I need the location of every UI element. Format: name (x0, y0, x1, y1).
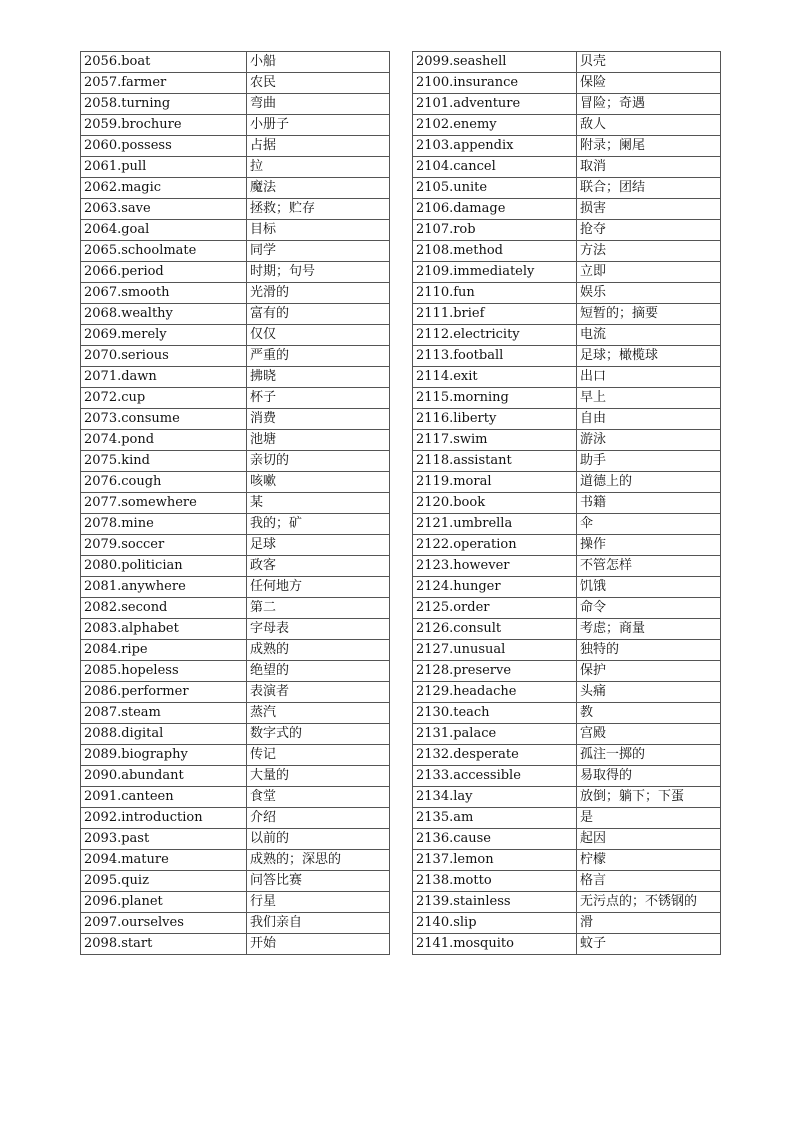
word-cell: 2069.merely (81, 325, 247, 346)
vocab-row (81, 745, 390, 766)
vocab-row (413, 220, 721, 241)
meaning-cell: 目标 (247, 220, 390, 241)
word-cell: 2073.consume (81, 409, 247, 430)
meaning-cell: 书籍 (577, 493, 721, 514)
vocab-row (81, 829, 390, 850)
meaning-cell: 操作 (577, 535, 721, 556)
vocab-row (81, 388, 390, 409)
vocab-row (81, 493, 390, 514)
word-cell: 2132.desperate (413, 745, 577, 766)
word-cell: 2082.second (81, 598, 247, 619)
word-cell: 2139.stainless (413, 892, 577, 913)
meaning-cell: 字母表 (247, 619, 390, 640)
word-cell: 2137.lemon (413, 850, 577, 871)
word-cell: 2129.headache (413, 682, 577, 703)
vocab-row (81, 241, 390, 262)
vocab-row (81, 766, 390, 787)
word-cell: 2127.unusual (413, 640, 577, 661)
word-cell: 2120.book (413, 493, 577, 514)
word-cell: 2113.football (413, 346, 577, 367)
word-cell: 2140.slip (413, 913, 577, 934)
meaning-cell: 伞 (577, 514, 721, 535)
word-cell: 2090.abundant (81, 766, 247, 787)
word-cell: 2130.teach (413, 703, 577, 724)
meaning-cell: 拂晓 (247, 367, 390, 388)
vocab-row (413, 850, 721, 871)
vocab-row (81, 304, 390, 325)
meaning-cell: 早上 (577, 388, 721, 409)
vocab-row (81, 325, 390, 346)
word-cell: 2096.planet (81, 892, 247, 913)
vocab-row (413, 157, 721, 178)
vocab-row (81, 892, 390, 913)
meaning-cell: 短暂的；摘要 (577, 304, 721, 325)
word-cell: 2124.hunger (413, 577, 577, 598)
meaning-cell: 严重的 (247, 346, 390, 367)
meaning-cell: 拉 (247, 157, 390, 178)
vocab-row (81, 871, 390, 892)
meaning-cell: 贝壳 (577, 52, 721, 73)
word-cell: 2056.boat (81, 52, 247, 73)
meaning-cell: 孤注一掷的 (577, 745, 721, 766)
meaning-cell: 魔法 (247, 178, 390, 199)
meaning-cell: 足球 (247, 535, 390, 556)
meaning-cell: 损害 (577, 199, 721, 220)
meaning-cell: 池塘 (247, 430, 390, 451)
word-cell: 2131.palace (413, 724, 577, 745)
vocab-row (413, 535, 721, 556)
meaning-cell: 消费 (247, 409, 390, 430)
vocab-row (413, 241, 721, 262)
meaning-cell: 附录；阑尾 (577, 136, 721, 157)
word-cell: 2105.unite (413, 178, 577, 199)
word-cell: 2103.appendix (413, 136, 577, 157)
word-cell: 2092.introduction (81, 808, 247, 829)
meaning-cell: 联合；团结 (577, 178, 721, 199)
word-cell: 2119.moral (413, 472, 577, 493)
word-cell: 2134.lay (413, 787, 577, 808)
vocab-row (413, 640, 721, 661)
vocab-row (413, 325, 721, 346)
meaning-cell: 敌人 (577, 115, 721, 136)
word-cell: 2107.rob (413, 220, 577, 241)
word-cell: 2091.canteen (81, 787, 247, 808)
vocab-row (413, 199, 721, 220)
word-cell: 2093.past (81, 829, 247, 850)
meaning-cell: 第二 (247, 598, 390, 619)
word-cell: 2078.mine (81, 514, 247, 535)
meaning-cell: 游泳 (577, 430, 721, 451)
meaning-cell: 问答比赛 (247, 871, 390, 892)
meaning-cell: 农民 (247, 73, 390, 94)
vocab-row (81, 115, 390, 136)
word-cell: 2112.electricity (413, 325, 577, 346)
vocab-row (81, 661, 390, 682)
vocab-row (413, 829, 721, 850)
meaning-cell: 成熟的 (247, 640, 390, 661)
word-cell: 2076.cough (81, 472, 247, 493)
vocab-row (413, 388, 721, 409)
vocab-row (413, 556, 721, 577)
vocab-table-body (413, 52, 721, 955)
meaning-cell: 行星 (247, 892, 390, 913)
word-cell: 2100.insurance (413, 73, 577, 94)
word-cell: 2061.pull (81, 157, 247, 178)
word-cell: 2060.possess (81, 136, 247, 157)
vocab-row (81, 913, 390, 934)
meaning-cell: 某 (247, 493, 390, 514)
meaning-cell: 不管怎样 (577, 556, 721, 577)
word-cell: 2077.somewhere (81, 493, 247, 514)
meaning-cell: 抢夺 (577, 220, 721, 241)
meaning-cell: 介绍 (247, 808, 390, 829)
word-cell: 2110.fun (413, 283, 577, 304)
word-cell: 2138.motto (413, 871, 577, 892)
word-cell: 2079.soccer (81, 535, 247, 556)
vocab-row (81, 808, 390, 829)
vocab-row (81, 787, 390, 808)
word-cell: 2128.preserve (413, 661, 577, 682)
vocab-row (81, 598, 390, 619)
meaning-cell: 出口 (577, 367, 721, 388)
meaning-cell: 仅仅 (247, 325, 390, 346)
meaning-cell: 数字式的 (247, 724, 390, 745)
vocab-row (413, 724, 721, 745)
meaning-cell: 柠檬 (577, 850, 721, 871)
word-cell: 2087.steam (81, 703, 247, 724)
word-cell: 2062.magic (81, 178, 247, 199)
vocab-row (81, 619, 390, 640)
vocab-row (413, 682, 721, 703)
vocab-row (413, 661, 721, 682)
word-cell: 2099.seashell (413, 52, 577, 73)
vocab-row (81, 73, 390, 94)
meaning-cell: 饥饿 (577, 577, 721, 598)
word-cell: 2075.kind (81, 451, 247, 472)
vocab-row (413, 598, 721, 619)
word-cell: 2106.damage (413, 199, 577, 220)
word-cell: 2133.accessible (413, 766, 577, 787)
word-cell: 2089.biography (81, 745, 247, 766)
vocab-row (413, 787, 721, 808)
vocab-row (81, 472, 390, 493)
vocab-table-right (412, 51, 721, 955)
vocab-row (413, 703, 721, 724)
meaning-cell: 冒险；奇遇 (577, 94, 721, 115)
word-cell: 2101.adventure (413, 94, 577, 115)
vocab-row (413, 346, 721, 367)
meaning-cell: 足球；橄榄球 (577, 346, 721, 367)
meaning-cell: 成熟的；深思的 (247, 850, 390, 871)
vocab-table-left (80, 51, 390, 955)
meaning-cell: 政客 (247, 556, 390, 577)
meaning-cell: 绝望的 (247, 661, 390, 682)
word-cell: 2108.method (413, 241, 577, 262)
word-cell: 2070.serious (81, 346, 247, 367)
meaning-cell: 头痛 (577, 682, 721, 703)
vocab-row (81, 430, 390, 451)
meaning-cell: 保险 (577, 73, 721, 94)
meaning-cell: 光滑的 (247, 283, 390, 304)
word-cell: 2085.hopeless (81, 661, 247, 682)
word-cell: 2111.brief (413, 304, 577, 325)
vocab-row (81, 934, 390, 955)
meaning-cell: 易取得的 (577, 766, 721, 787)
word-cell: 2117.swim (413, 430, 577, 451)
meaning-cell: 亲切的 (247, 451, 390, 472)
vocab-row (413, 493, 721, 514)
word-cell: 2059.brochure (81, 115, 247, 136)
vocab-row (413, 745, 721, 766)
vocab-row (81, 283, 390, 304)
meaning-cell: 我的；矿 (247, 514, 390, 535)
vocab-row (413, 934, 721, 955)
word-cell: 2095.quiz (81, 871, 247, 892)
word-cell: 2118.assistant (413, 451, 577, 472)
meaning-cell: 开始 (247, 934, 390, 955)
vocab-row (81, 577, 390, 598)
meaning-cell: 放倒；躺下；下蛋 (577, 787, 721, 808)
vocab-row (81, 409, 390, 430)
meaning-cell: 独特的 (577, 640, 721, 661)
word-cell: 2135.am (413, 808, 577, 829)
meaning-cell: 以前的 (247, 829, 390, 850)
word-cell: 2097.ourselves (81, 913, 247, 934)
vocab-row (81, 724, 390, 745)
meaning-cell: 食堂 (247, 787, 390, 808)
word-cell: 2136.cause (413, 829, 577, 850)
vocab-row (81, 682, 390, 703)
meaning-cell: 是 (577, 808, 721, 829)
vocab-row (413, 472, 721, 493)
vocab-row (413, 304, 721, 325)
word-cell: 2072.cup (81, 388, 247, 409)
vocab-row (413, 430, 721, 451)
meaning-cell: 大量的 (247, 766, 390, 787)
meaning-cell: 任何地方 (247, 577, 390, 598)
meaning-cell: 杯子 (247, 388, 390, 409)
meaning-cell: 拯救；贮存 (247, 199, 390, 220)
word-cell: 2122.operation (413, 535, 577, 556)
vocab-row (413, 262, 721, 283)
vocab-row (81, 703, 390, 724)
meaning-cell: 时期；句号 (247, 262, 390, 283)
meaning-cell: 电流 (577, 325, 721, 346)
vocab-row (413, 766, 721, 787)
vocab-row (413, 94, 721, 115)
vocab-row (413, 178, 721, 199)
vocab-row (81, 367, 390, 388)
vocab-row (81, 535, 390, 556)
word-cell: 2086.performer (81, 682, 247, 703)
vocab-row (413, 283, 721, 304)
meaning-cell: 表演者 (247, 682, 390, 703)
word-cell: 2081.anywhere (81, 577, 247, 598)
vocab-row (413, 409, 721, 430)
meaning-cell: 娱乐 (577, 283, 721, 304)
meaning-cell: 占据 (247, 136, 390, 157)
vocab-row (413, 367, 721, 388)
word-cell: 2088.digital (81, 724, 247, 745)
vocab-row (413, 514, 721, 535)
vocab-row (413, 871, 721, 892)
word-cell: 2126.consult (413, 619, 577, 640)
meaning-cell: 无污点的；不锈钢的 (577, 892, 721, 913)
meaning-cell: 教 (577, 703, 721, 724)
meaning-cell: 咳嗽 (247, 472, 390, 493)
vocab-row (81, 178, 390, 199)
vocab-row (81, 220, 390, 241)
meaning-cell: 蒸汽 (247, 703, 390, 724)
vocab-row (413, 892, 721, 913)
vocab-row (81, 157, 390, 178)
vocab-row (413, 73, 721, 94)
meaning-cell: 立即 (577, 262, 721, 283)
meaning-cell: 蚊子 (577, 934, 721, 955)
vocab-row (413, 451, 721, 472)
word-cell: 2094.mature (81, 850, 247, 871)
vocab-row (413, 619, 721, 640)
word-cell: 2058.turning (81, 94, 247, 115)
vocab-row (81, 514, 390, 535)
word-cell: 2071.dawn (81, 367, 247, 388)
meaning-cell: 传记 (247, 745, 390, 766)
word-cell: 2065.schoolmate (81, 241, 247, 262)
vocab-row (81, 199, 390, 220)
vocab-row (413, 577, 721, 598)
word-cell: 2057.farmer (81, 73, 247, 94)
vocab-row (413, 808, 721, 829)
vocab-row (81, 136, 390, 157)
meaning-cell: 格言 (577, 871, 721, 892)
vocab-row (81, 556, 390, 577)
meaning-cell: 命令 (577, 598, 721, 619)
word-cell: 2109.immediately (413, 262, 577, 283)
word-cell: 2125.order (413, 598, 577, 619)
word-cell: 2114.exit (413, 367, 577, 388)
meaning-cell: 小船 (247, 52, 390, 73)
meaning-cell: 取消 (577, 157, 721, 178)
vocab-table-body (81, 52, 390, 955)
word-cell: 2083.alphabet (81, 619, 247, 640)
meaning-cell: 方法 (577, 241, 721, 262)
vocab-row (413, 115, 721, 136)
word-cell: 2074.pond (81, 430, 247, 451)
meaning-cell: 同学 (247, 241, 390, 262)
word-cell: 2066.period (81, 262, 247, 283)
vocab-row (81, 52, 390, 73)
meaning-cell: 我们亲自 (247, 913, 390, 934)
meaning-cell: 考虑；商量 (577, 619, 721, 640)
word-cell: 2104.cancel (413, 157, 577, 178)
vocab-row (413, 136, 721, 157)
word-cell: 2102.enemy (413, 115, 577, 136)
meaning-cell: 弯曲 (247, 94, 390, 115)
word-cell: 2115.morning (413, 388, 577, 409)
meaning-cell: 自由 (577, 409, 721, 430)
word-cell: 2080.politician (81, 556, 247, 577)
vocab-row (81, 451, 390, 472)
vocab-row (413, 913, 721, 934)
vocab-row (81, 94, 390, 115)
vocab-row (81, 640, 390, 661)
meaning-cell: 小册子 (247, 115, 390, 136)
meaning-cell: 保护 (577, 661, 721, 682)
word-cell: 2064.goal (81, 220, 247, 241)
vocab-row (81, 262, 390, 283)
meaning-cell: 宫殿 (577, 724, 721, 745)
vocab-row (81, 850, 390, 871)
meaning-cell: 滑 (577, 913, 721, 934)
meaning-cell: 富有的 (247, 304, 390, 325)
word-cell: 2084.ripe (81, 640, 247, 661)
meaning-cell: 道德上的 (577, 472, 721, 493)
meaning-cell: 助手 (577, 451, 721, 472)
word-cell: 2068.wealthy (81, 304, 247, 325)
word-cell: 2116.liberty (413, 409, 577, 430)
word-cell: 2098.start (81, 934, 247, 955)
word-cell: 2063.save (81, 199, 247, 220)
vocab-row (413, 52, 721, 73)
word-cell: 2121.umbrella (413, 514, 577, 535)
meaning-cell: 起因 (577, 829, 721, 850)
vocab-row (81, 346, 390, 367)
word-cell: 2067.smooth (81, 283, 247, 304)
word-cell: 2141.mosquito (413, 934, 577, 955)
word-cell: 2123.however (413, 556, 577, 577)
